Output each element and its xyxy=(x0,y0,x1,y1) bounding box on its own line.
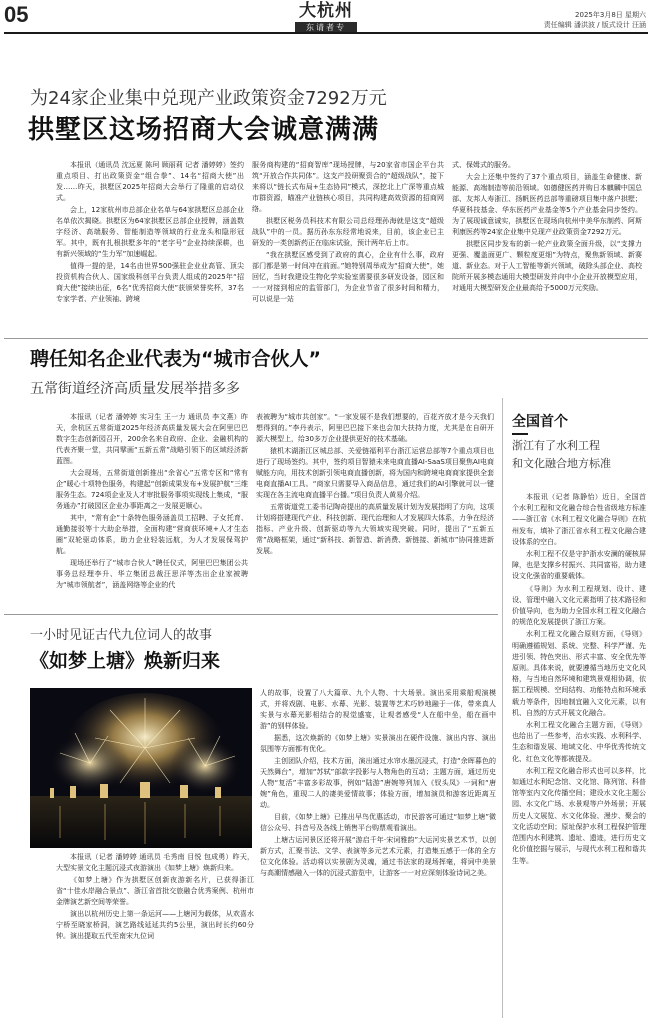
paragraph: 表被聘为“城市共创家”。“一家发展不是我们想要的，百花齐放才是今天我们想得到的。”李丹表示，阿里巴巴接下来也会加大扶持力度，尤其是在自研开源大模型上，给30多万企业提供更好的技术基础。 xyxy=(256,413,494,443)
sidebar-subtitle-line: 浙江有了水利工程 xyxy=(512,439,600,452)
article2-column-1 xyxy=(56,412,248,608)
article3-subtitle: 一小时见证古代九位词人的故事 xyxy=(30,628,213,643)
paragraph: 式、保姆式的服务。 xyxy=(452,161,515,169)
paragraph: 其中，“常有企”十条特色服务涵盖员工招聘、子女托育、通勤接驳等十大助企举措，全面构建“营商获环境+人才生态圈”双轮驱动体系，助力企业轻装远航，为人才发展保驾护航。 xyxy=(56,514,248,555)
article2-column-2 xyxy=(256,412,494,608)
article1-column-2 xyxy=(252,160,444,340)
sidebar-subtitle-line: 和文化融合地方标准 xyxy=(512,457,611,470)
article1-title: 拱墅区这场招商大会诚意满满 xyxy=(28,115,380,145)
paragraph: 本报讯（记者 潘婷婷 实习生 王一力 通讯员 李文燕）昨天，余杭区五常街道2025年经济高质量发展大会在阿里巴巴数字生态创新园召开，200余名来自政府、企业、金融机构的代表齐聚一堂，共同擘画“五新五常”战略引领下的区域经济新蓝图。 xyxy=(56,413,248,465)
paragraph: “我在拱墅区感受到了政府的真心，企业有什么事，政府部门都是第一时间冲在前面。”她特别周举成为“招商大使”，她回忆，当时我建设生物化学实验室需要很多研发设备，园区和一一对接到相应的监管部门，为企业节省了很多时间和精力，可以说是一站 xyxy=(252,251,444,303)
masthead xyxy=(286,2,366,33)
paragraph: 水利工程文化融合主题方面，《导则》也给出了一些参考，治水实践、水利科学、生态和谐发展、地域文化、中华优秀传统文化、红色文化等都被提及。 xyxy=(512,721,646,763)
paragraph: 大会上还集中签约了37个重点项目，涵盖生命健康、新能源、高端制造等前沿领域。如德健医药并购日本麒麟中国总部、友邦人寿浙江、扬帆医药总部等重磅项目集中落户拱墅；华夏科技基金、华东医药产业基金等5个产业基金同步签约。为了展现诚意诚实，拱墅区在现场向杭州中美华东制药、阿斯利康医药等24家企业集中兑现产业政策资金7292万元。 xyxy=(452,173,642,236)
paragraph: 猿机木湖浙江区城总部、关爱链福利平台浙江运营总部等7个重点项目也进行了现场签约。其中，签约项目智猿未来电商直播AI-SaaS项目聚焦AI电商赋能方向，用技术创新引领电商直播创新，将为国内和跨境电商商家提供全套电商直播AI工具。“商家只需要导入商品信息，通过我们的AI引擎就可以一键实现在各主流电商直播平台播。”项目负责人黄易介绍。 xyxy=(256,447,494,499)
article1-column-1 xyxy=(56,160,244,340)
issue-date: 2025年3月8日 星期六 xyxy=(575,11,646,19)
dateline xyxy=(544,10,646,30)
paragraph: 现场还举行了“城市合伙人”聘任仪式，阿里巴巴集团公共事务总经理李升、华立集团总裁汪思洋等杰出企业家被聘为“城市领航者”，涵盖网络等企业的代 xyxy=(56,559,248,589)
editor-credits: 责任编辑 潘洪波 / 版式设计 汪涵 xyxy=(543,21,646,29)
masthead-subtitle: 东请者专 xyxy=(295,22,357,33)
sidebar-accent-bar xyxy=(512,433,528,435)
article3-column-left xyxy=(56,852,254,1018)
paragraph: 水利工程不仅是守护浙水安澜的硬核屏障，也是支撑乡村振兴、共同富裕，助力建设文化强省的重要载体。 xyxy=(512,550,646,581)
article2-title: 聘任知名企业代表为“城市合伙人” xyxy=(30,348,321,370)
paragraph: 上塘古运河景区还将开展“游启千年·宋词雅韵”大运河实景艺术节，以创新方式，汇聚书法、文学、表演等多元艺术元素，打造集五感于一体的全方位文化体验。活动将以实景剧为灵魂，通过书法家的现场挥毫，将词中美景与高潮情感融入一体的沉浸式游览中，让游客一一对应深刻体验诗词之美。 xyxy=(260,836,496,877)
article3-column-right xyxy=(260,688,496,1018)
article3-title: 《如梦上塘》焕新归来 xyxy=(30,650,221,672)
sidebar-title: 全国首个 xyxy=(512,414,568,430)
paragraph: 水利工程文化融合原则方面，《导则》明确遵循规划、系统、完整、科学严谨、先进引领、特色突出、形式丰富、安全优先等原则。具体来说，就要遵循当地历史文化风格，与当地自然环境和建筑景观相协调，依据工程规模、空间结构、功能特点和环境承载力等条件，因地制宜融入文化元素，以有机、自然的方式开展文化融合。 xyxy=(512,630,646,717)
paragraph: 主创团队介绍，技术方面，演出通过水帘水墨沉浸式，打造“余晖暮色的天然舞台”，增加“苏轼”部款字投影与人物角色的互动；主题方面，通过历史人物“复活”丰富多彩故事，例如“陆游”唐婉等列加入《钗头凤》一词和“唐婉”角色，重现二人的凄美爱情故事；体验方面，增加演员和游客近距离互动。 xyxy=(260,757,496,809)
masthead-title: 大杭州 xyxy=(299,1,353,21)
paragraph: 《导则》为水利工程规划、设计、建设、管理中融入文化元素指明了技术路径和价值导向，也为助力全国水利工程文化融合的规范化发展提供了浙江方案。 xyxy=(512,584,646,627)
paragraph: 会上，12家杭州市总部企业名单与64家拱墅区总部企业名单依次揭晓。拱墅区为64家拱墅区总部企业授牌，涵盖数字经济、高端服务、智能制造等领域的行业龙头和隐形冠军。其中，既有扎根拱墅多年的“老字号”企业持续深耕，也有新兴领域的“生力军”加速崛起。 xyxy=(56,206,244,258)
paragraph: 《如梦上塘》作为拱墅区创新夜游新名片，已获得浙江省“十佳水岸融合景点”、浙江省首批交旅融合优秀案例、杭州市金牌演艺新空间等荣誉。 xyxy=(56,876,254,906)
photo-graphic xyxy=(30,688,252,848)
paragraph: 演出以杭州历史上第一条运河——上塘河为载体，从欢喜水宁桥至晓家桥洞，演艺路线延延共约5公里，演出时长约60分钟。演出提取五代至南宋九位词 xyxy=(56,910,254,940)
sidebar-subtitle xyxy=(512,437,611,473)
column-rule xyxy=(502,398,503,1018)
paragraph: 五常街道党工委书记陶奇提出的高质量发展计划为发展指明了方向，这项计划将搭建现代产业、科技创新、现代治理和人才发展四大体系，力争在经济指标、产业升级、创新驱动等九大领域实现突破。同时，提出了“五新五常”战略框架，通过“新科技、新智造、新消费、新链接、新城市”协同推进新发展。 xyxy=(256,503,494,555)
paragraph: 据悉，这次焕新的《如梦上塘》实景演出在硬件设施、演出内容、演出氛围等方面都有优化。 xyxy=(260,734,496,753)
paragraph: 目前，《如梦上塘》已推出早鸟优惠活动，市民游客可通过“如梦上塘”微信公众号、抖音号及各线上销售平台购票观看演出。 xyxy=(260,813,496,832)
paragraph: 服务商构建的“招商智库”现场授牌，与20家省市国企平台共筑“开放合作共同体”。这支产投研聚资合的“超级战队”，接下来将以“链长式布局+生态协同”模式，深挖北上广深等重点城市群资源，瞄准产业链核心项目，共同构建高效资源的招商网络。 xyxy=(252,161,444,213)
paragraph: 拱墅区税务员科技术有限公司总经理孙海就是这支“超级战队”中的一员。据历孙东东经常地说来，目前，该企业已主研发的一类创新药正在临床试验，预计两年后上市。 xyxy=(252,217,444,247)
article2-subtitle: 五常街道经济高质量发展举措多多 xyxy=(30,381,240,397)
paragraph: 值得一提的是，14名由世界500强驻企业业高管、顶尖投资机构合伙人、国家级科创平台负责人组成的2025年“招商大使”接续出征，6名“优秀招商大使”获颁荣誉奖杯，37名专家学者、产业领袖、跨境 xyxy=(56,262,244,303)
fireworks-night-show-photo xyxy=(30,688,252,848)
paragraph: 大会现场，五常街道创新推出“余省心”五常专区和“常有企”暖心十项特色服务，构建起“创新成果发布+发展护航”三维服务生态。724项企业及人才审批服务事项实现线上集成，“服务通办”打破园区企业办事距离之一发展更顺心。 xyxy=(56,469,248,510)
header-rule xyxy=(4,32,648,34)
paragraph: 本报讯（记者 潘婷婷 通讯员 毛秀南 目悦 包成勇）昨天，大型实景文化主题沉浸式夜游演出《如梦上塘》焕新归来。 xyxy=(56,853,254,872)
sidebar-body xyxy=(512,492,646,1018)
paragraph: 本报讯（通讯员 沈远夏 陈珂 顾丽莉 记者 潘婷婷）签约重点项目、打出政策资金“组合拳”、14名“招商大使”出发……昨天，拱墅区2025年招商大会举行了隆重的启动仪式。 xyxy=(56,161,244,202)
paragraph: 水利工程文化融合形式也可以多样，比如通过水利纪念馆、文化馆、陈列馆、科普馆等室内文化传播空间；建设水文化主题公园、水文化广场、水景观等户外场景；开展历史人文展览、水文化体验、漫步、聚会的文化活动空间；原址保护水利工程保护管理范围内水利建筑、遗址、遗迹，进行历史文化价值挖掘与展示，与现代水利工程和谐共生等。 xyxy=(512,766,646,865)
paragraph: 拱墅区同步发布的新一轮产业政策全面升级，以“支撑力更强、覆盖面更广、颗粒度更细”为特点，聚焦新领域、新赛道、新业态。对于人工智能等新兴领域，破除头部企业、高校院所开展多模态通用大模型研发并向中小企业开放模型应用，对通用大模型研发企业最高给予5000万元奖励。 xyxy=(452,240,642,292)
article1-subtitle: 为24家企业集中兑现产业政策资金7292万元 xyxy=(30,88,387,109)
paragraph: 本报讯（记者 陈静怡）近日，全国首个水利工程和文化融合综合性省级地方标准——浙江省《水利工程文化融合导则》在杭州发布，填补了浙江省水利工程文化融合建设体系的空白。 xyxy=(512,493,646,546)
section-divider xyxy=(4,338,648,339)
article1-column-3 xyxy=(452,160,642,340)
paragraph: 人的故事，设置了八大篇章、九个人物、十大场景。演出采用乘船观演模式，并将戏剧、电影、水幕、光影、装置等艺术巧妙地融于一体，带来真人实景与水幕光影相结合的视觉盛宴，让观者感受“人在船中坐，船在画中游”的别样体验。 xyxy=(260,689,496,730)
section-divider xyxy=(4,614,498,615)
page-number: 05 xyxy=(4,2,29,27)
